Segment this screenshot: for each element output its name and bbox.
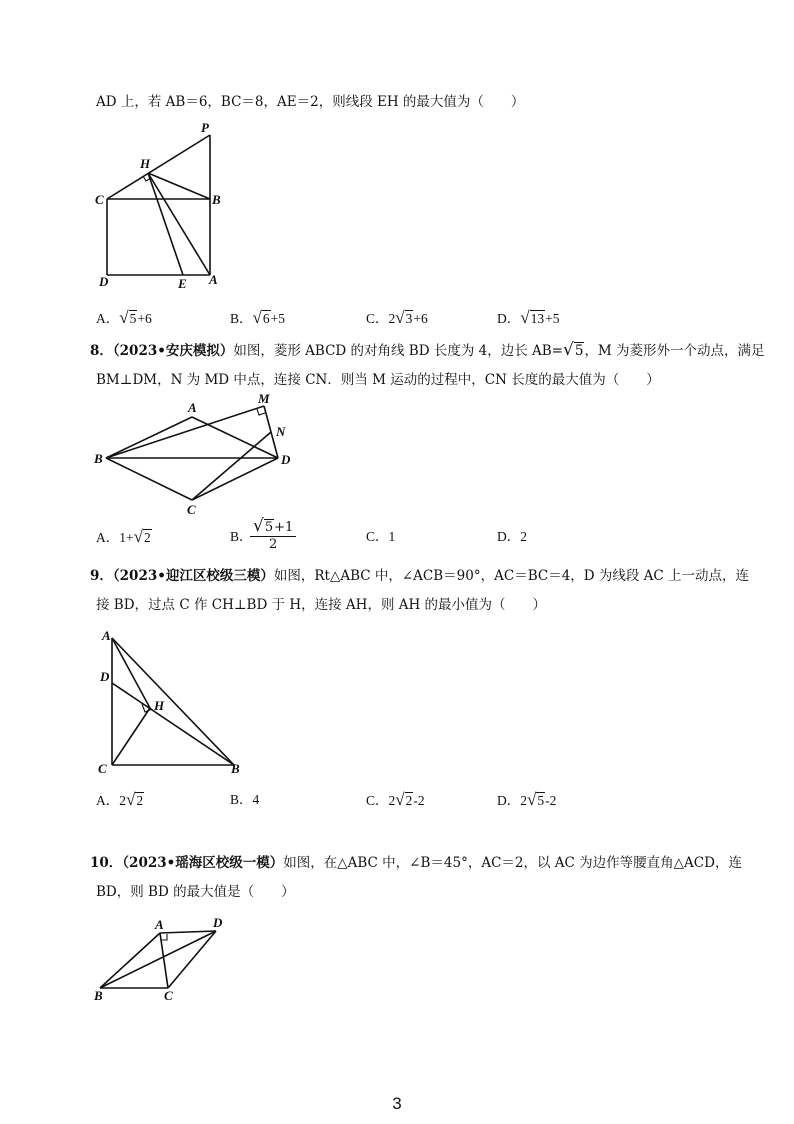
q10-label-D: D [213, 915, 223, 930]
q9-label-B: B [231, 761, 240, 776]
q8-option-b-fraction: $\frac{√5+1}{2}$ [250, 516, 296, 552]
q9-label-C: C [98, 761, 107, 776]
q10-label-C: C [164, 988, 173, 1003]
q9-label-A: A [102, 628, 111, 643]
q7-label-B: B [212, 192, 221, 207]
q9-label-H: H [154, 698, 165, 713]
q7-option-d[interactable]: D．√13+5 [497, 308, 560, 327]
q7-label-D: D [99, 274, 109, 289]
q9-text-line2: 接 BD，过点 C 作 CH⊥BD 于 H，连接 AH，则 AH 的最小值为（ ） [96, 597, 547, 613]
q7-figure [90, 120, 250, 295]
q8-option-c[interactable]: C．1 [366, 529, 396, 544]
q8-figure [92, 390, 302, 520]
q9-figure [92, 625, 262, 780]
q8-option-b[interactable]: B． [230, 529, 253, 544]
q8-label-B: B [94, 451, 103, 466]
page-number: 3 [392, 1094, 402, 1113]
q8-label-C: C [187, 502, 196, 517]
q9-text-line1: 9．（2023•迎江区校级三模）如图，Rt△ABC 中，∠ACB＝90°，AC＝BC＝4，D 为线段 AC 上一动点，连 [90, 568, 750, 584]
q8-option-a[interactable]: A．1+√2 [96, 527, 151, 546]
q7-text-tail: AD 上，若 AB＝6，BC＝8，AE＝2，则线段 EH 的最大值为（ ） [96, 94, 525, 110]
q8-label-M: M [258, 391, 270, 406]
q9-option-d[interactable]: D．2√5-2 [497, 790, 557, 809]
q9-label-D: D [100, 669, 110, 684]
q7-label-E: E [178, 276, 187, 291]
q8-text-line1: 8．（2023•安庆模拟）如图，菱形 ABCD 的对角线 BD 长度为 4，边长 AB=√5，M 为菱形外一个动点，满足 [90, 340, 765, 360]
q7-label-H: H [140, 156, 151, 171]
q8-label-N: N [276, 424, 286, 439]
q8-text-line2: BM⊥DM，N 为 MD 中点，连接 CN．则当 M 运动的过程中，CN 长度的最大值为（ ） [96, 372, 660, 388]
q10-label-A: A [155, 917, 164, 932]
q10-text-line1: 10．（2023•瑶海区校级一模）如图，在△ABC 中，∠B＝45°，AC＝2，以 AC 为边作等腰直角△ACD，连 [90, 855, 742, 871]
q9-option-b[interactable]: B．4 [230, 792, 260, 807]
q10-text-line2: BD，则 BD 的最大值是（ ） [96, 884, 295, 900]
q7-option-a[interactable]: A．√5+6 [96, 308, 152, 327]
q7-label-C: C [95, 192, 104, 207]
q7-label-A: A [209, 272, 218, 287]
q10-figure [92, 912, 232, 1007]
q7-option-b[interactable]: B．√6+5 [230, 308, 285, 327]
q8-option-d[interactable]: D．2 [497, 529, 527, 544]
q8-label-D: D [281, 452, 291, 467]
q7-label-P: P [201, 120, 209, 135]
q9-option-c[interactable]: C．2√2-2 [366, 790, 425, 809]
q7-option-c[interactable]: C．2√3+6 [366, 308, 428, 327]
q9-option-a[interactable]: A．2√2 [96, 790, 144, 809]
q8-label-A: A [188, 400, 197, 415]
q10-label-B: B [94, 988, 103, 1003]
